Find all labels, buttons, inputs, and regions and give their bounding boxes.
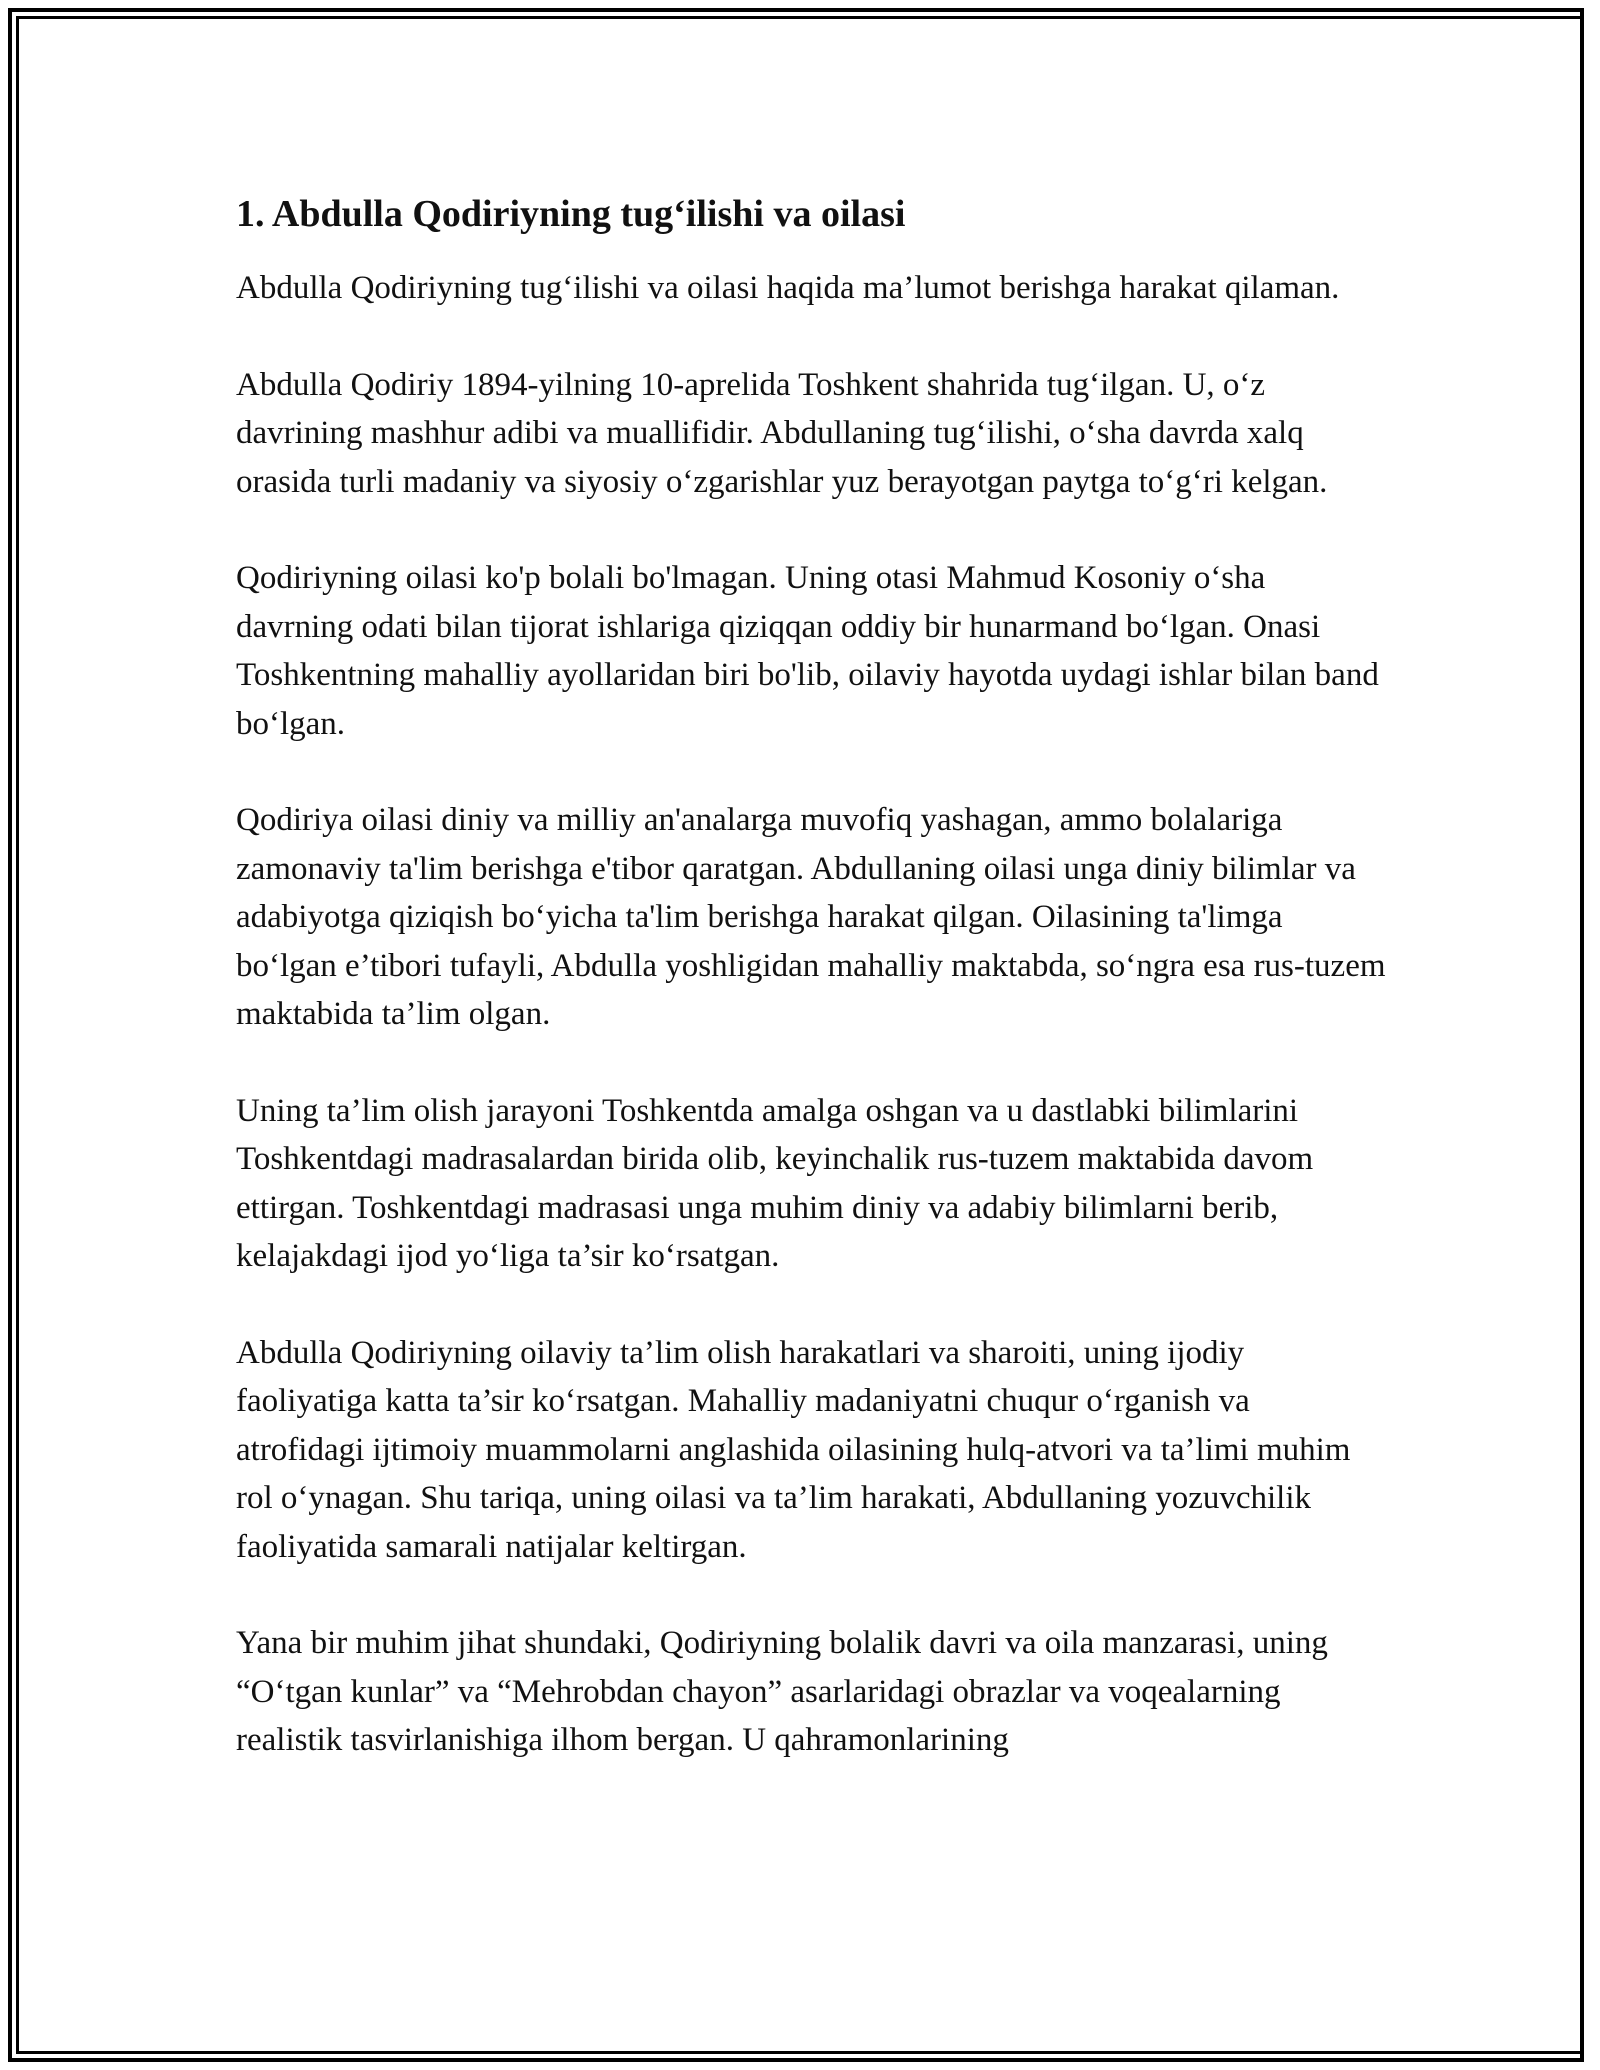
paragraph-influence: Abdulla Qodiriyning oilaviy ta’lim olish harakatlari va sharoiti, uning ijodiy faoliyatiga katta ta’sir ko‘rsatgan. Mahalliy madaniyatni chuqur o‘rganish va atrofidagi ijtimoiy muammolarni anglashida oilasining hulq-atvori va ta’limi muhim rol o‘ynagan. Shu tariqa, uning oilasi va ta’lim harakati, Abdullaning yozuvchilik faoliyatida samarali natijalar keltirgan. xyxy=(236,1334,1351,1565)
paragraph-birth: Abdulla Qodiriy 1894-yilning 10-aprelida Toshkent shahrida tug‘ilgan. U, o‘z davrining mashhur adibi va muallifidir. Abdullaning tug‘ilishi, o‘sha davrda xalq orasida turli madaniy va siyosiy o‘zgarishlar yuz berayotgan paytga to‘g‘ri kelgan. xyxy=(236,366,1328,500)
section-heading: 1. Abdulla Qodiriyning tug‘ilishi va oilasi xyxy=(236,193,906,235)
paragraph-traditions: Qodiriya oilasi diniy va milliy an'analarga muvofiq yashagan, ammo bolalariga zamonaviy ta'lim berishga e'tibor qaratgan. Abdullaning oilasi unga diniy bilimlar va adabiyotga qiziqish bo‘yicha ta'lim berishga harakat qilgan. Oilasining ta'limga bo‘lgan e’tibori tufayli, Abdulla yoshligidan mahalliy maktabda, so‘ngra esa rus-tuzem maktabida ta’lim olgan. xyxy=(236,802,1386,1032)
paragraph-family: Qodiriyning oilasi ko'p bolali bo'lmagan. Uning otasi Mahmud Kosoniy o‘sha davrning odati bilan tijorat ishlariga qiziqqan oddiy bir hunarmand bo‘lgan. Onasi Toshkentning mahalliy ayollaridan biri bo'lib, oilaviy hayotda uydagi ishlar bilan band bo‘lgan. xyxy=(236,560,1379,742)
paragraph-childhood: Yana bir muhim jihat shundaki, Qodiriyning bolalik davri va oila manzarasi, uning “O‘tgan kunlar” va “Mehrobdan chayon” asarlaridagi obrazlar va voqealarning realistik tasvirlanishiga ilhom bergan. U qahramonlarining xyxy=(236,1625,1328,1758)
document-body xyxy=(236,186,1386,1813)
paragraph-intro: Abdulla Qodiriyning tug‘ilishi va oilasi haqida ma’lumot berishga harakat qilaman. xyxy=(236,270,1340,306)
paragraph-education: Uning ta’lim olish jarayoni Toshkentda amalga oshgan va u dastlabki bilimlarini Toshkentdagi madrasalardan birida olib, keyinchalik rus-tuzem maktabida davom ettirgan. Toshkentdagi madrasasi unga muhim diniy va adabiy bilimlarni berib, kelajakdagi ijod yo‘liga ta’sir ko‘rsatgan. xyxy=(236,1092,1314,1274)
